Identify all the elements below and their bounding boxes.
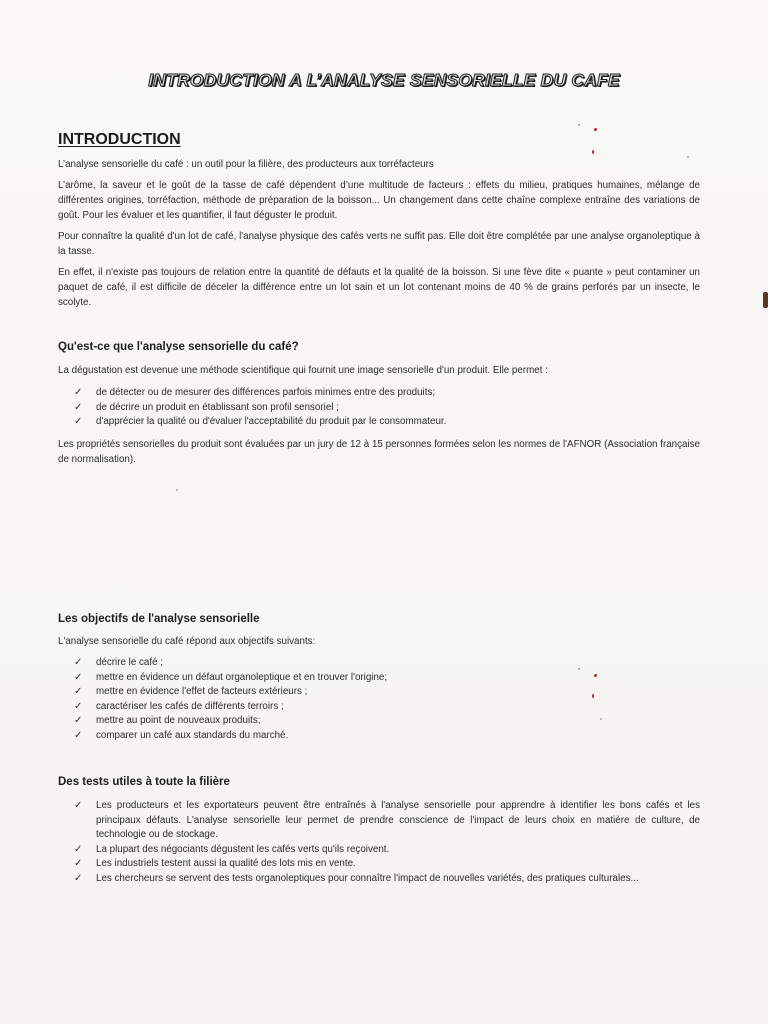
check-icon: ✓ <box>74 800 83 811</box>
scan-edge-mark <box>763 292 768 308</box>
list-item <box>74 729 702 744</box>
list-item-text: Les producteurs et les exportateurs peuvent être entraînés à l'analyse sensorielle pour apprendre à identifier les bons cafés et les principaux défauts. L'analyse sensorielle leur permet de prendre conscience de l'impact de leurs choix en matière de culture, de technologie ou de stockage. <box>96 800 700 840</box>
tests-checklist <box>74 799 700 886</box>
what-intro: La dégustation est devenue une méthode scientifique qui fournit une image sensorielle d'un produit. Elle permet : <box>58 365 548 376</box>
check-icon: ✓ <box>74 686 83 697</box>
intro-paragraph-2: L’arôme, la saveur et le goût de la tasse de café dépendent d’une multitude de facteurs : effets du milieu, pratiques humaines, mélange de différentes origines, torréfaction, méthode de préparation de la boisson... Un changement dans cette chaîne complexe entraîne des variations de goût. Pour les évaluer et les quantifier, il faut déguster le produit. <box>58 180 700 221</box>
list-item <box>74 700 702 715</box>
what-section-heading: Qu'est-ce que l'analyse sensorielle du café? <box>58 341 299 353</box>
list-item-text: décrire le café ; <box>96 657 163 668</box>
list-item <box>74 415 702 430</box>
intro-paragraph-4: En effet, il n'existe pas toujours de relation entre la quantité de défauts et la qualité de la boisson. Si une fève dite « puante » peut contaminer un paquet de café, il est difficile de déceler la différence entre un lot sain et un lot contenant moins de 40 % de grains perforés par un insecte, le scolyte. <box>58 267 700 308</box>
scan-speck <box>578 124 580 126</box>
scan-speck <box>594 128 597 131</box>
check-icon: ✓ <box>74 858 83 869</box>
list-item-text: Les industriels testent aussi la qualité des lots mis en vente. <box>96 858 356 869</box>
check-icon: ✓ <box>74 843 83 855</box>
objectives-section-heading: Les objectifs de l'analyse sensorielle <box>58 613 260 625</box>
intro-paragraph-3: Pour connaître la qualité d'un lot de café, l'analyse physique des cafés verts ne suffit pas. Elle doit être complétée par une analyse organoleptique à la tasse. <box>58 231 700 257</box>
list-item <box>74 857 700 872</box>
list-item <box>74 386 702 401</box>
list-item-text: mettre en évidence un défaut organoleptique et en trouver l'origine; <box>96 671 388 683</box>
objectives-checklist <box>74 656 702 743</box>
scan-speck <box>594 674 597 677</box>
list-item-text: mettre au point de nouveaux produits; <box>96 715 261 726</box>
scan-speck <box>176 489 178 491</box>
tests-section-heading: Des tests utiles à toute la filière <box>58 776 230 788</box>
scan-speck <box>592 150 594 154</box>
scan-speck <box>600 718 602 720</box>
scan-speck <box>592 694 594 698</box>
list-item <box>74 685 702 700</box>
list-item <box>74 799 700 843</box>
list-item-text: de détecter ou de mesurer des différences parfois minimes entre des produits; <box>96 387 436 398</box>
what-outro: Les propriétés sensorielles du produit sont évaluées par un jury de 12 à 15 personnes formées selon les normes de l'AFNOR (Association française de normalisation). <box>58 439 700 465</box>
introduction-heading: INTRODUCTION <box>58 131 181 148</box>
check-icon: ✓ <box>74 416 83 427</box>
check-icon: ✓ <box>74 729 83 741</box>
objectives-intro: L'analyse sensorielle du café répond aux objectifs suivants: <box>58 636 316 647</box>
document-title: INTRODUCTION A L’ANALYSE SENSORIELLE DU CAFE <box>148 70 620 90</box>
what-checklist <box>74 386 702 430</box>
list-item-text: La plupart des négociants dégustent les cafés verts qu'ils reçoivent. <box>96 843 390 855</box>
scan-speck <box>578 668 580 670</box>
list-item <box>74 843 700 858</box>
list-item-text: d'apprécier la qualité ou d'évaluer l'acceptabilité du produit par le consommateur. <box>96 416 447 427</box>
check-icon: ✓ <box>74 700 83 712</box>
check-icon: ✓ <box>74 715 83 726</box>
list-item <box>74 656 702 671</box>
list-item <box>74 671 702 686</box>
list-item-text: mettre en évidence l'effet de facteurs extérieurs ; <box>96 686 308 697</box>
list-item <box>74 872 700 887</box>
list-item-text: comparer un café aux standards du marché. <box>96 729 289 741</box>
check-icon: ✓ <box>74 671 83 683</box>
list-item <box>74 401 702 416</box>
check-icon: ✓ <box>74 401 83 413</box>
check-icon: ✓ <box>74 387 83 398</box>
check-icon: ✓ <box>74 657 83 668</box>
intro-paragraph-1: L’analyse sensorielle du café : un outil pour la filière, des producteurs aux torréfacteurs <box>58 159 434 170</box>
list-item <box>74 714 702 729</box>
list-item-text: de décrire un produit en établissant son profil sensoriel ; <box>96 401 339 413</box>
list-item-text: Les chercheurs se servent des tests organoleptiques pour connaître l'impact de nouvelles variétés, des pratiques culturales... <box>96 872 639 884</box>
scan-speck <box>687 156 689 158</box>
check-icon: ✓ <box>74 872 83 884</box>
list-item-text: caractériser les cafés de différents terroirs ; <box>96 700 284 712</box>
